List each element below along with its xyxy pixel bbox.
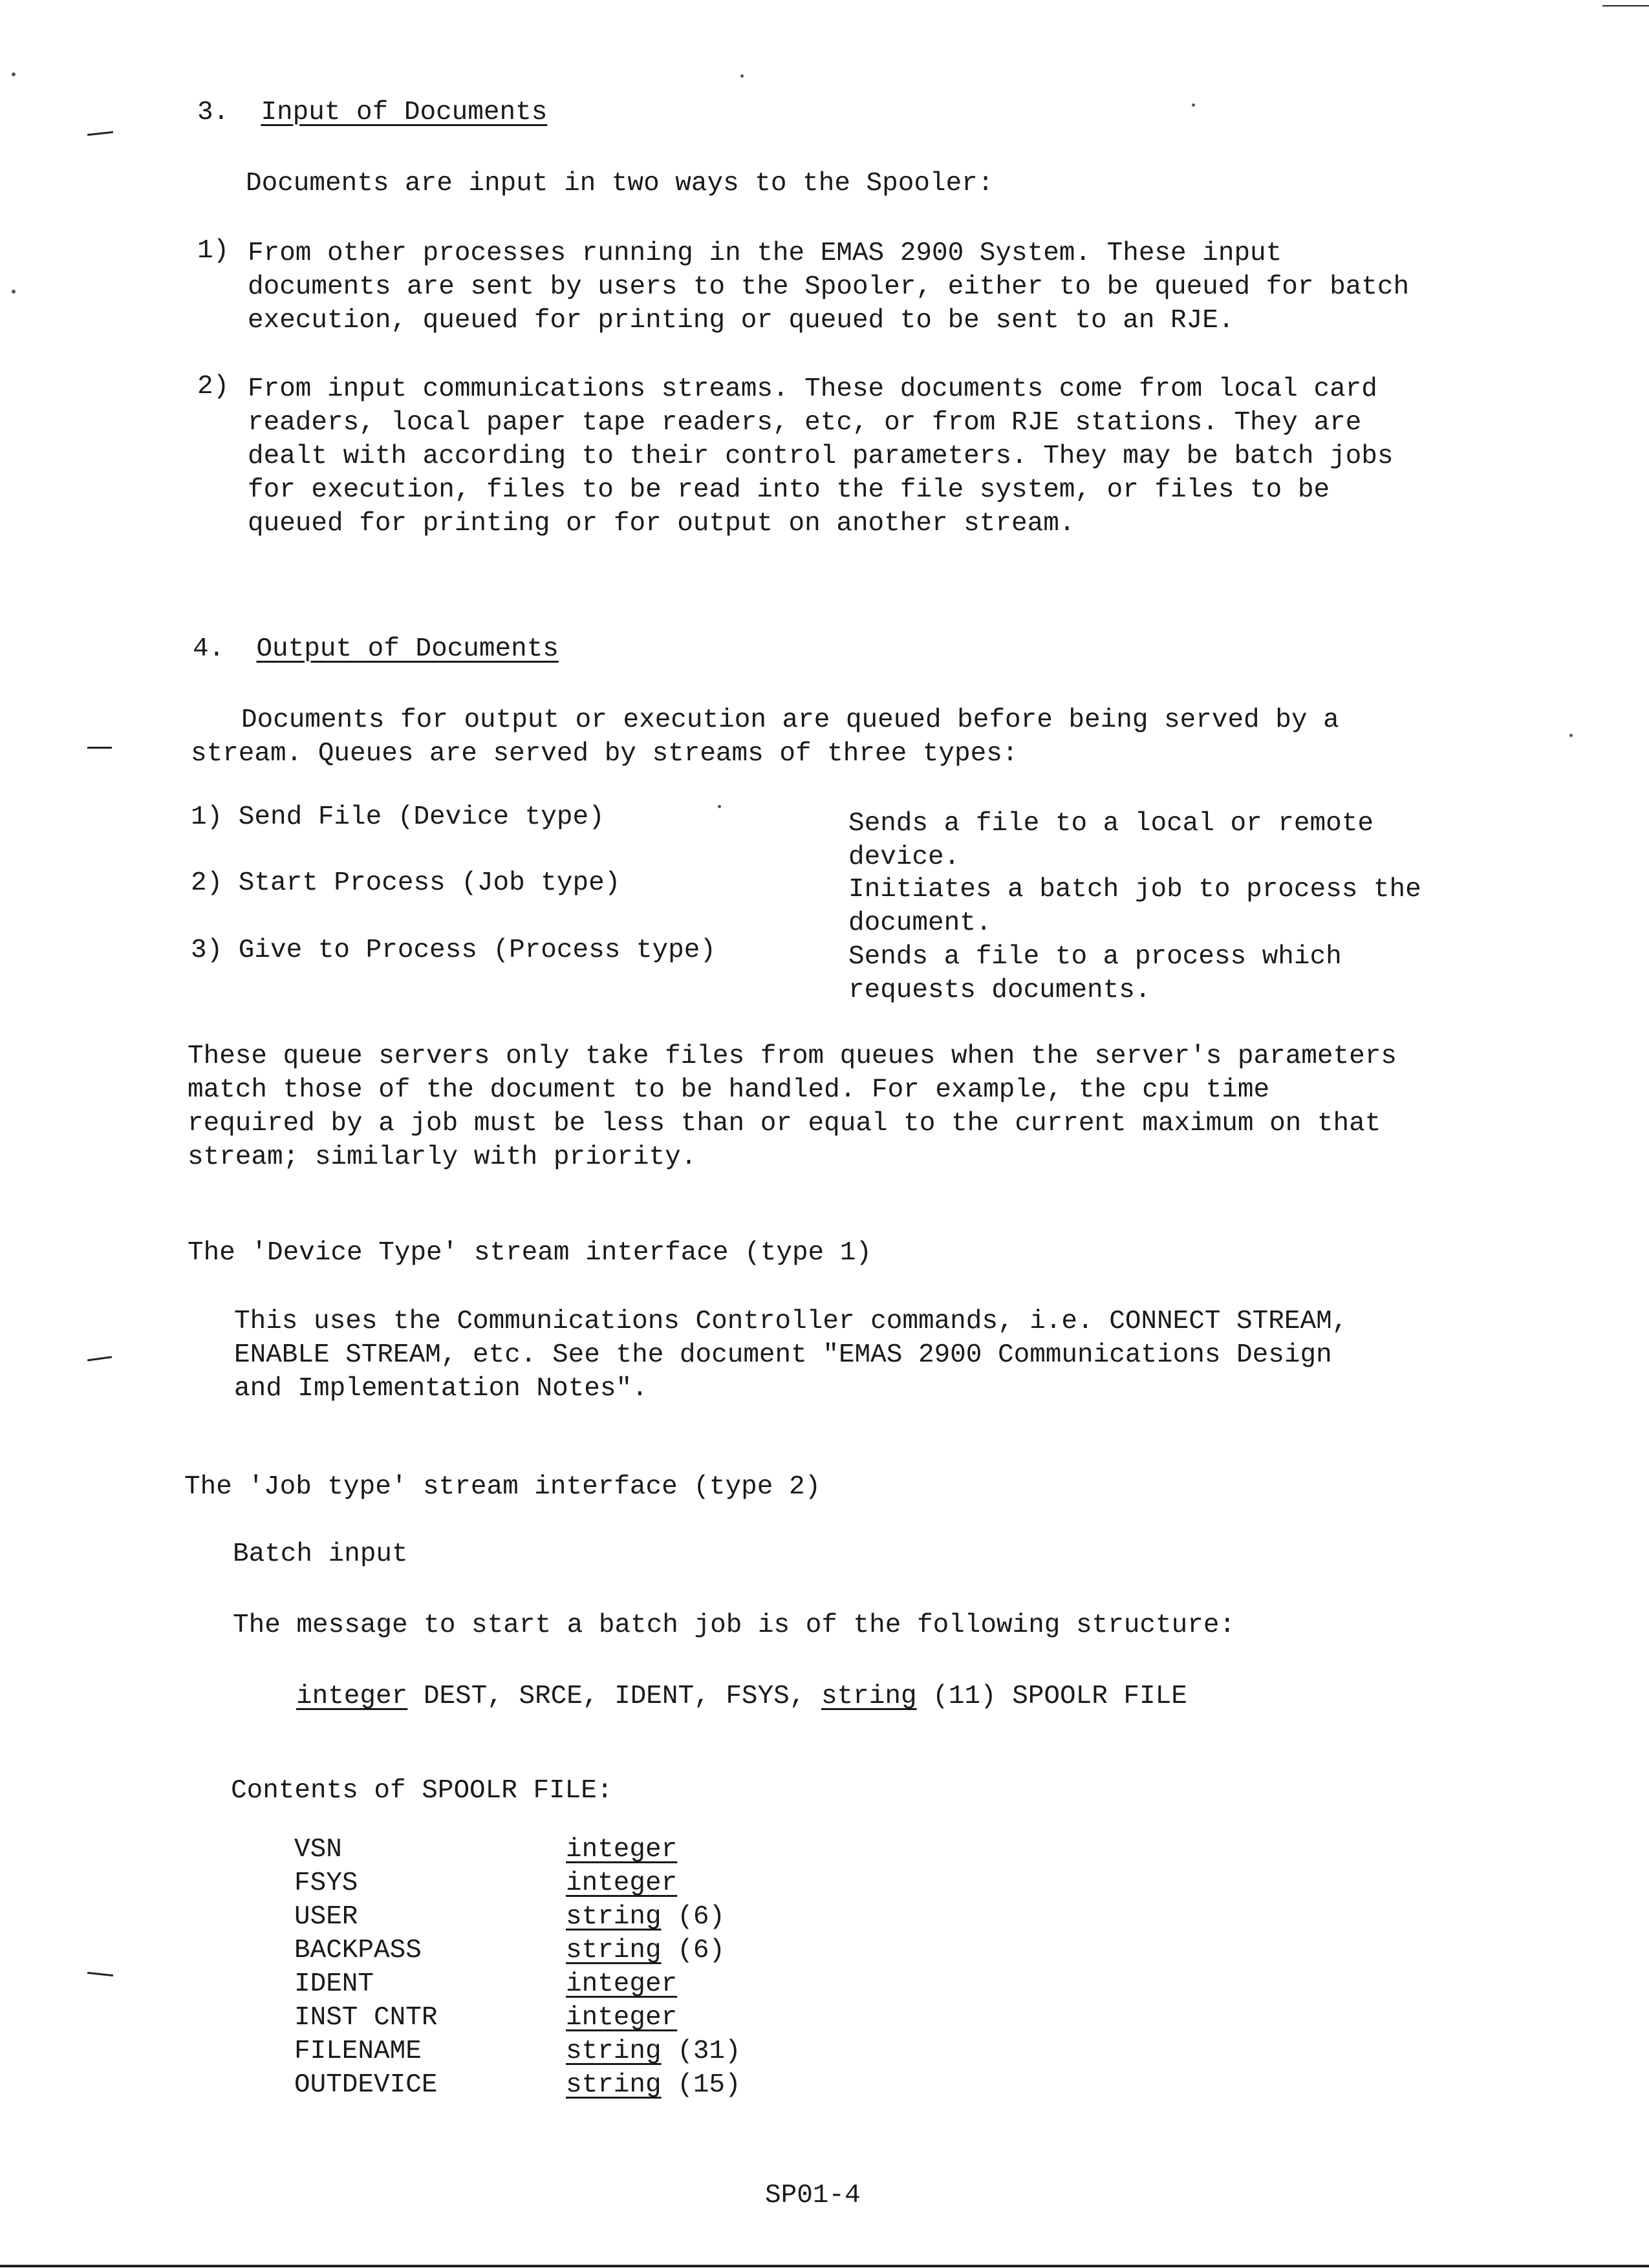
paragraph-line: and Implementation Notes". [234,1374,648,1404]
job-interface-heading: The 'Job type' stream interface (type 2) [184,1472,821,1502]
type-keyword: string [566,2037,662,2066]
stream-type-description [848,873,1421,940]
message-intro: The message to start a batch job is of the following structure: [233,1610,1236,1640]
structure-fields: DEST, SRCE, IDENT, FSYS, [407,1682,821,1711]
type-keyword: string [566,1936,662,1965]
device-interface-paragraph [234,1305,1348,1406]
paragraph-line: queued for printing or for output on another stream. [248,509,1075,539]
section-3-intro: Documents are input in two ways to the Spooler: [246,169,994,198]
field-type [566,2001,677,2035]
field-type [566,1867,677,1900]
paragraph-line: From input communications streams. These documents come from local card [248,374,1377,404]
margin-mark [87,747,112,749]
field-type [566,1833,677,1867]
field-name: IDENT [294,1969,374,1999]
contents-label: Contents of SPOOLR FILE: [231,1776,613,1806]
bottom-rule [0,2265,1649,2267]
type-keyword: integer [566,1835,678,1865]
message-structure [296,1680,1187,1713]
field-name: FILENAME [294,2037,422,2066]
structure-tail: (11) SPOOLR FILE [916,1682,1187,1711]
section-3-item-1 [248,237,1409,337]
type-keyword: integer [566,1969,678,1999]
paragraph-line: These queue servers only take files from queues when the server's parameters [188,1042,1397,1071]
stream-type-description [848,940,1342,1007]
type-keyword: string [566,1902,662,1932]
paragraph-line: ENABLE STREAM, etc. See the document "EMAS 2900 Communications Design [234,1340,1332,1370]
paragraph-line: dealt with according to their control parameters. They may be batch jobs [248,442,1394,471]
type-keyword: string [821,1682,917,1711]
description-line: requests documents. [848,976,1151,1005]
scan-speck [1569,734,1573,737]
field-type [566,1900,725,1934]
field-name: INST CNTR [294,2003,438,2033]
paragraph-line: From other processes running in the EMAS 2900 System. These input [248,239,1282,268]
description-line: document. [848,908,992,938]
field-type [566,1967,677,2001]
section-number: 4. [193,634,225,664]
scan-speck [1192,103,1195,107]
type-size: (6) [661,1902,726,1932]
paragraph-line: readers, local paper tape readers, etc, or from RJE stations. They are [248,408,1362,438]
page-footer-id: SP01-4 [765,2181,861,2210]
field-name: FSYS [294,1868,358,1898]
field-type [566,2068,741,2102]
description-line: Sends a file to a process which [848,942,1342,972]
device-interface-heading: The 'Device Type' stream interface (type 1) [188,1238,872,1268]
paragraph-line: Documents for output or execution are queued before being served by a [241,705,1339,735]
section-3-heading [197,96,547,129]
paragraph-line: for execution, files to be read into the file system, or files to be [248,475,1330,505]
paragraph-line: match those of the document to be handled. For example, the cpu time [188,1075,1270,1105]
field-name: BACKPASS [294,1936,422,1965]
scan-speck [740,74,744,78]
description-line: Initiates a batch job to process the [848,875,1421,904]
margin-mark [87,1356,112,1361]
paragraph-line: This uses the Communications Controller commands, i.e. CONNECT STREAM, [234,1307,1348,1336]
batch-input-subheading: Batch input [233,1539,408,1569]
field-name: USER [294,1902,358,1932]
section-4-intro [191,703,1339,771]
queue-servers-paragraph [188,1040,1397,1174]
list-marker: 2) [197,372,230,401]
stream-type-label: 1) Send File (Device type) [191,802,605,832]
stream-type-description [848,807,1374,874]
stream-type-label: 3) Give to Process (Process type) [191,936,716,965]
type-size: (6) [661,1936,726,1965]
type-keyword: integer [566,2003,678,2033]
top-right-rule [1602,5,1649,6]
section-3-item-2 [248,372,1394,540]
field-type [566,2035,741,2068]
margin-mark [87,1972,113,1976]
scan-speck [12,290,16,294]
type-keyword: integer [566,1868,678,1898]
field-name: OUTDEVICE [294,2070,438,2100]
description-line: Sends a file to a local or remote [848,809,1374,839]
scan-speck [718,805,721,808]
paragraph-line: execution, queued for printing or queued to be sent to an RJE. [248,306,1234,336]
type-keyword: integer [296,1682,408,1711]
field-type [566,1934,725,1967]
scan-speck [12,72,16,76]
section-number: 3. [197,98,230,127]
section-4-heading [193,632,559,666]
type-keyword: string [566,2070,662,2100]
paragraph-line: stream; similarly with priority. [188,1142,697,1172]
field-name: VSN [294,1835,342,1865]
description-line: device. [848,842,960,872]
section-title: Input of Documents [261,98,548,127]
type-size: (31) [661,2037,741,2066]
section-title: Output of Documents [256,634,559,664]
paragraph-line: documents are sent by users to the Spooler, either to be queued for batch [248,272,1410,302]
paragraph-line: required by a job must be less than or equal to the current maximum on that [188,1109,1381,1139]
paragraph-line: stream. Queues are served by streams of three types: [191,739,1018,769]
type-size: (15) [661,2070,741,2100]
stream-type-label: 2) Start Process (Job type) [191,868,621,898]
list-marker: 1) [197,236,230,266]
margin-mark [87,131,113,136]
